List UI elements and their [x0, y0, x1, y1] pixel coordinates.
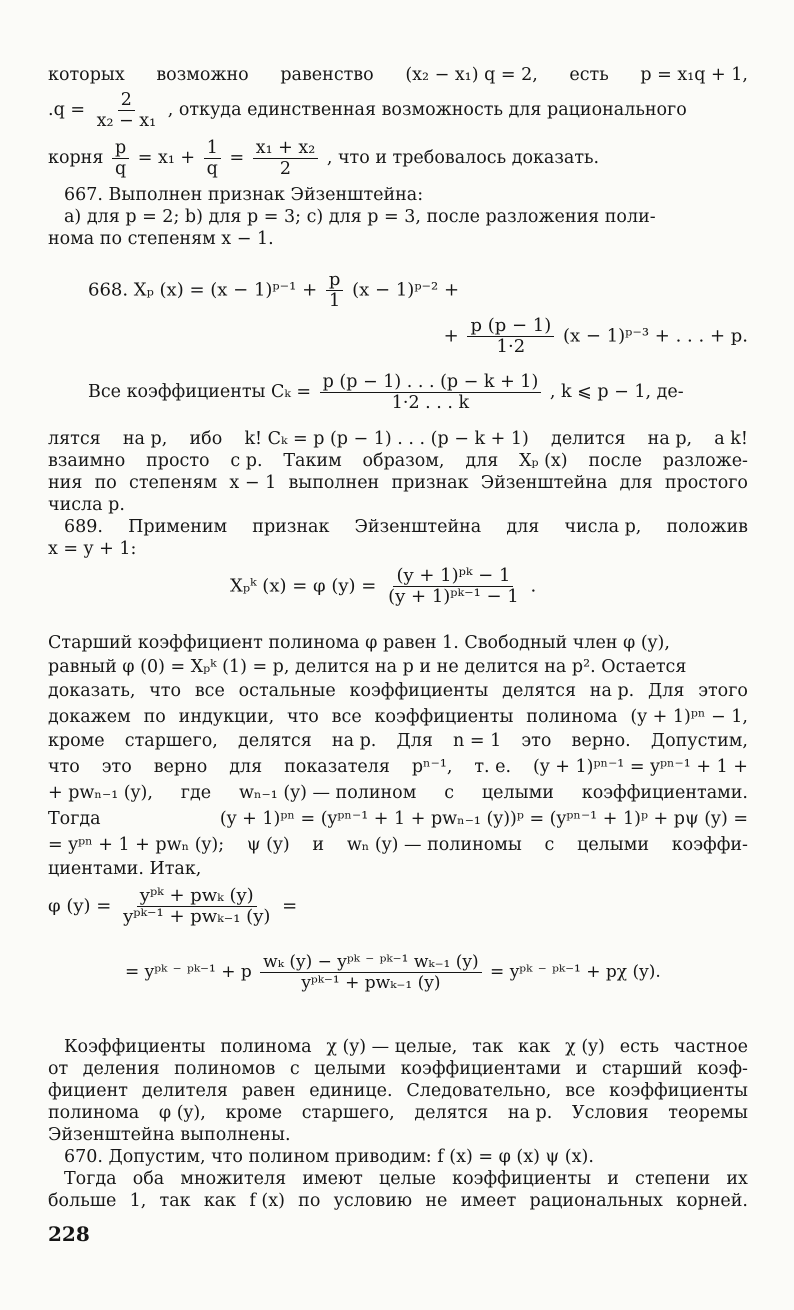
text-line: x = y + 1:: [48, 539, 137, 559]
word: это: [101, 757, 132, 777]
word: делятся: [237, 731, 312, 751]
problem-689-line: [64, 516, 748, 538]
word: Коэффициенты: [64, 1037, 206, 1057]
word: так: [159, 1191, 191, 1211]
word: старшего,: [124, 731, 218, 751]
word: после: [588, 451, 642, 471]
text-line: [64, 1168, 748, 1190]
word: теоремы: [668, 1103, 748, 1123]
word: Для: [396, 731, 433, 751]
word: для: [465, 451, 499, 471]
inline-formula: χ (y) — целые,: [326, 1037, 458, 1057]
word: для: [619, 473, 653, 493]
phi-formula-line1: [48, 886, 297, 927]
word: Условия: [571, 1103, 649, 1123]
fraction: [320, 372, 542, 413]
text-line: Эйзенштейна выполнены.: [48, 1125, 291, 1145]
word: признак: [391, 473, 469, 493]
word: целые: [379, 1169, 437, 1189]
word: степени: [635, 1169, 711, 1189]
word: равенство: [280, 65, 374, 85]
word: Для: [648, 681, 685, 701]
word: все: [565, 1081, 596, 1101]
word: фициент: [48, 1081, 128, 1101]
word: больше: [48, 1191, 117, 1211]
text-line: [64, 1036, 748, 1058]
word: есть: [619, 1037, 660, 1057]
word: все: [194, 681, 225, 701]
problem-668-formula-line2: [444, 316, 748, 357]
word: числа p,: [564, 517, 642, 537]
word: взаимно: [48, 451, 126, 471]
word: условию: [333, 1191, 413, 1211]
text-line: [48, 472, 748, 494]
text-line: [48, 808, 748, 830]
word: положив: [666, 517, 748, 537]
phi-formula-line2: [125, 952, 661, 993]
word: по: [143, 707, 166, 727]
numerator: (y + 1)ᵖᵏ − 1: [393, 566, 513, 587]
word: простого: [664, 473, 748, 493]
formula-part: +: [443, 325, 459, 347]
inline-formula: f (x): [249, 1191, 285, 1211]
text-line: [48, 1102, 748, 1124]
formula-part: = yᵖᵏ ⁻ ᵖᵏ⁻¹ + p: [125, 962, 252, 982]
text-line: [48, 428, 748, 450]
word: коэффициенты: [452, 1169, 592, 1189]
word: выполнен: [288, 473, 380, 493]
denominator: 1: [328, 290, 341, 311]
word: старший: [601, 1059, 683, 1079]
word: для: [229, 757, 263, 777]
text-line: а) для p = 2; b) для p = 3; c) для p = 3, после разложения поли-: [64, 207, 656, 227]
formula-part: Все коэффициенты Cₖ =: [88, 382, 312, 402]
numerator: 1: [204, 138, 221, 159]
word: на p.: [589, 681, 635, 701]
word: старшего,: [301, 1103, 395, 1123]
word: что: [149, 681, 182, 701]
text-line: нома по степеням x − 1.: [48, 229, 274, 249]
numerator: p: [112, 138, 129, 159]
denominator: q: [206, 159, 218, 179]
word: все: [331, 707, 362, 727]
word: коэффициенты: [609, 1081, 748, 1101]
inline-formula: (y + 1)ᵖⁿ − 1,: [630, 707, 748, 727]
word: единице.: [309, 1081, 393, 1101]
word: что: [48, 757, 80, 777]
word: доказать,: [48, 681, 136, 701]
word: кроме: [48, 731, 105, 751]
word: Таким: [283, 451, 342, 471]
formula-part: (x − 1)ᵖ⁻² +: [352, 279, 460, 301]
inline-formula: pⁿ⁻¹,: [411, 757, 453, 777]
word: 1,: [129, 1191, 147, 1211]
problem-667: 667. Выполнен признак Эйзенштейна:: [64, 185, 424, 205]
inline-formula: (y + 1)ᵖⁿ = (yᵖⁿ⁻¹ + 1 + pwₙ₋₁ (y))ᵖ = (yᵖⁿ⁻¹ + 1)ᵖ + pψ (y) =: [219, 809, 748, 829]
fraction: [112, 138, 129, 179]
formula-part: (x − 1)ᵖ⁻³ + . . . + p.: [563, 325, 748, 347]
word: делителя: [141, 1081, 228, 1101]
formula-part: 668. Xₚ (x) = (x − 1)ᵖ⁻¹ +: [88, 279, 318, 301]
numerator: x₁ + x₂: [253, 138, 319, 159]
inline-formula: (x₂ − x₁) q = 2,: [405, 65, 538, 85]
formula-part: = yᵖᵏ ⁻ ᵖᵏ⁻¹ + pχ (y).: [490, 962, 661, 982]
word: индукции,: [178, 707, 275, 727]
word: имеет: [460, 1191, 517, 1211]
denominator: x₂ − x₁: [96, 111, 157, 131]
word: полинома: [220, 1037, 312, 1057]
word: показателя: [284, 757, 390, 777]
fraction: [467, 316, 554, 357]
word: коэффициентами: [400, 1059, 562, 1079]
word: на p.: [507, 1103, 553, 1123]
inline-formula: + pwₙ₋₁ (y),: [48, 783, 153, 803]
word: Тогда: [48, 809, 101, 829]
word: где: [180, 783, 212, 803]
inline-formula: χ (y): [565, 1037, 605, 1057]
word: коэф-: [697, 1059, 748, 1079]
formula-part: , k ⩽ p − 1, де-: [549, 382, 684, 402]
word: оба: [132, 1169, 165, 1189]
word: по: [94, 473, 117, 493]
word: делятся: [414, 1103, 489, 1123]
word: коэффи-: [671, 835, 748, 855]
denominator: 1·2: [496, 336, 526, 357]
fraction: [120, 886, 273, 927]
word: корней.: [676, 1191, 748, 1211]
word: по: [298, 1191, 321, 1211]
word: частное: [673, 1037, 748, 1057]
numerator: p: [326, 270, 344, 291]
word: т. е.: [474, 757, 512, 777]
word: от: [48, 1059, 69, 1079]
denominator: 2: [279, 159, 292, 179]
word: разложе-: [662, 451, 748, 471]
word: с: [444, 783, 455, 803]
word: Эйзенштейна: [480, 473, 608, 493]
word: ния: [48, 473, 83, 493]
word: с p.: [230, 451, 263, 471]
text-line: [48, 450, 748, 472]
word: с: [289, 1059, 300, 1079]
numerator: wₖ (y) − yᵖᵏ ⁻ ᵖᵏ⁻¹ wₖ₋₁ (y): [260, 952, 481, 973]
word: полинома: [526, 707, 618, 727]
denominator: 1·2 . . . k: [391, 393, 470, 413]
formula-part: Xₚᵏ (x) = φ (y) =: [230, 575, 377, 597]
numerator: yᵖᵏ + pwₖ (y): [137, 886, 257, 907]
word: Следовательно,: [406, 1081, 552, 1101]
inline-formula: Xₚ (x): [519, 451, 568, 471]
word: есть: [569, 65, 609, 85]
word: целыми: [314, 1059, 387, 1079]
page-number: 228: [48, 1222, 90, 1246]
fraction: [204, 138, 221, 179]
inline-formula: x − 1: [229, 473, 277, 493]
word: и: [607, 1169, 619, 1189]
word: остальные: [238, 681, 336, 701]
problem-668-formula-line1: [88, 270, 459, 311]
word: верно.: [571, 731, 631, 751]
word: как: [203, 1191, 237, 1211]
word: Допустим,: [650, 731, 748, 751]
text-line: [48, 1190, 748, 1212]
fraction: [260, 952, 481, 993]
text-span: , откуда единственная возможность для рационального: [167, 100, 687, 120]
formula-part: =: [282, 895, 298, 917]
denominator: yᵖᵏ⁻¹ + pwₖ₋₁ (y): [301, 973, 441, 993]
word: Тогда: [64, 1169, 117, 1189]
word: Эйзенштейна: [354, 517, 482, 537]
numerator: p (p − 1) . . . (p − k + 1): [320, 372, 542, 393]
word: возможно: [156, 65, 249, 85]
word: равен: [241, 1081, 296, 1101]
coefficients-formula: [88, 372, 684, 413]
denominator: q: [114, 159, 127, 179]
word: и: [312, 835, 325, 855]
inline-formula: (y + 1)ᵖⁿ⁻¹ = yᵖⁿ⁻¹ + 1 +: [533, 757, 748, 777]
word: корня: [48, 148, 104, 168]
text-line: [48, 680, 748, 702]
word: Применим: [128, 517, 228, 537]
word: имеют: [302, 1169, 363, 1189]
word: образом,: [362, 451, 445, 471]
word: рациональных: [529, 1191, 663, 1211]
word: множителя: [180, 1169, 287, 1189]
fraction: [253, 138, 319, 179]
formula-part: = x₁ +: [137, 148, 196, 168]
fraction: [326, 270, 344, 311]
inline-formula: wₙ₋₁ (y) — полином: [239, 783, 417, 803]
text-line: Старший коэффициент полинома φ равен 1. Свободный член φ (y),: [48, 633, 670, 653]
word: для: [506, 517, 540, 537]
word: ибо: [189, 429, 223, 449]
inline-formula: n = 1: [453, 731, 502, 751]
inline-formula: ψ (y): [246, 835, 290, 855]
word: коэффициенты: [349, 681, 489, 701]
denominator: (y + 1)ᵖᵏ⁻¹ − 1: [388, 586, 519, 607]
text-line: [48, 756, 748, 778]
text-line: [48, 782, 748, 804]
word: делятся: [502, 681, 576, 701]
word: их: [726, 1169, 748, 1189]
text-line: [48, 1080, 748, 1102]
word: это: [521, 731, 552, 751]
problem-689-formula: [230, 566, 536, 607]
word: полинома: [48, 1103, 140, 1123]
word: делится: [551, 429, 626, 449]
word: так: [472, 1037, 504, 1057]
word: коэффициентами.: [581, 783, 748, 803]
denominator: yᵖᵏ⁻¹ + pwₖ₋₁ (y): [123, 906, 271, 927]
text-line: числа p.: [48, 495, 125, 515]
text-line: [48, 706, 748, 728]
problem-670: 670. Допустим, что полином приводим: f (x) = φ (x) ψ (x).: [64, 1147, 594, 1167]
word: коэффициенты: [374, 707, 514, 727]
inline-formula: p = x₁q + 1,: [640, 65, 748, 85]
formula-part: φ (y) =: [48, 895, 112, 917]
text-line: [48, 730, 748, 752]
word: деления: [82, 1059, 160, 1079]
word: а k!: [714, 429, 748, 449]
word: докажем: [48, 707, 131, 727]
text-line: [48, 64, 748, 86]
word: признак: [252, 517, 330, 537]
inline-formula: φ (y),: [158, 1103, 206, 1123]
text-span: , что и требовалось доказать.: [326, 148, 600, 168]
problem-number: 689.: [64, 517, 103, 537]
word: степеням: [129, 473, 218, 493]
numerator: 2: [118, 90, 135, 111]
fraction: [94, 90, 160, 131]
word: этого: [698, 681, 748, 701]
formula-part: .: [530, 575, 537, 597]
text-line: [48, 138, 748, 179]
text-line: [48, 834, 748, 856]
word: на p,: [122, 429, 168, 449]
word: с: [544, 835, 555, 855]
text-line: [48, 1058, 748, 1080]
word: что: [287, 707, 319, 727]
word: целыми: [577, 835, 649, 855]
text-line: равный φ (0) = Xₚᵏ (1) = p, делится на p и не делится на p². Остается: [48, 657, 687, 677]
text-line: [48, 90, 748, 131]
fraction: [385, 566, 522, 607]
word: верно: [153, 757, 208, 777]
word: на p.: [331, 731, 377, 751]
word: лятся: [48, 429, 101, 449]
inline-formula: wₙ (y) — полиномы: [346, 835, 522, 855]
word: как: [518, 1037, 551, 1057]
formula-part: .q =: [48, 100, 85, 120]
word: просто: [146, 451, 210, 471]
word: кроме: [225, 1103, 283, 1123]
word: на p,: [647, 429, 693, 449]
inline-formula: = yᵖⁿ + 1 + pwₙ (y);: [48, 835, 225, 855]
text-line: циентами. Итак,: [48, 859, 202, 879]
word: которых: [48, 65, 125, 85]
inline-formula: k! Cₖ = p (p − 1) . . . (p − k + 1): [244, 429, 529, 449]
word: не: [425, 1191, 448, 1211]
word: полиномов: [174, 1059, 276, 1079]
numerator: p (p − 1): [467, 316, 554, 337]
word: целыми: [481, 783, 554, 803]
word: и: [575, 1059, 588, 1079]
formula-part: =: [229, 148, 245, 168]
